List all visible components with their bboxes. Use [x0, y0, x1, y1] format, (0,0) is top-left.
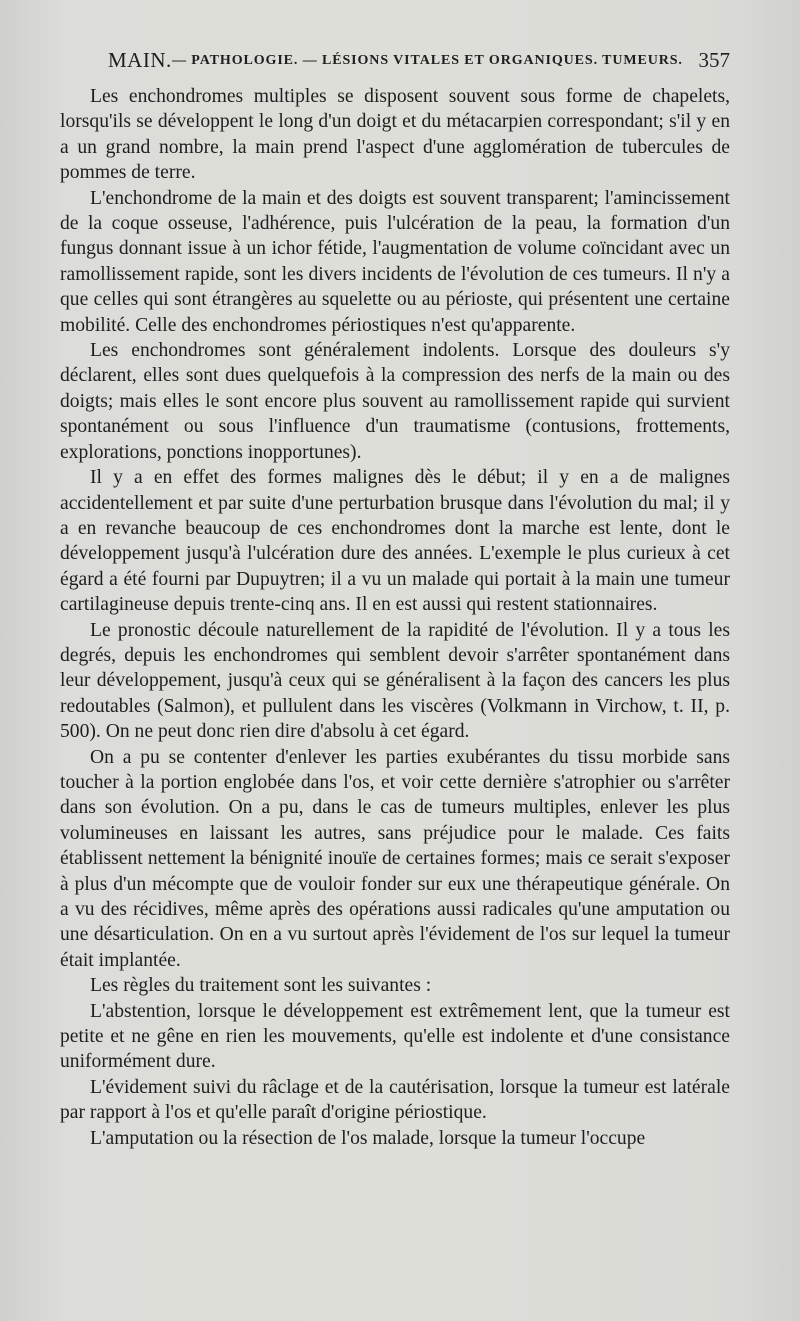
running-header	[108, 48, 730, 76]
header-title: — PATHOLOGIE. — LÉSIONS VITALES ET ORGANIQUES. TUMEURS.	[172, 53, 683, 68]
paragraph: L'abstention, lorsque le développement est extrêmement lent, que la tumeur est petite et ne gêne en rien les mouvements, qu'elle est indolente et d'une consistance uniformément dure.	[60, 1000, 730, 1073]
paragraph: L'amputation ou la résection de l'os malade, lorsque la tumeur l'occupe	[90, 1127, 646, 1149]
body-text	[60, 84, 730, 1151]
paragraph: Les règles du traitement sont les suivantes :	[90, 975, 432, 997]
paragraph: L'évidement suivi du râclage et de la cautérisation, lorsque la tumeur est latérale par rapport à l'os et qu'elle paraît d'origine périostique.	[60, 1076, 730, 1124]
paragraph: Les enchondromes sont généralement indolents. Lorsque des douleurs s'y déclarent, elles sont dues quelquefois à la compression des nerfs de la main ou des doigts; mais elles le sont encore plus souvent au ramollissement rapide qui survient spontanément ou sous l'influence d'un traumatisme (contusions, frottements, explorations, ponctions inopportunes).	[60, 340, 730, 463]
header-section: MAIN.	[108, 48, 172, 72]
paragraph: L'enchondrome de la main et des doigts est souvent transparent; l'amincissement de la coque osseuse, l'adhérence, puis l'ulcération de la peau, la formation d'un fungus donnant issue à un ichor fétide, l'augmentation de volume coïncidant avec un ramollissement rapide, sont les divers incidents de l'évolution de ces tumeurs. Il n'y a que celles qui sont étrangères au squelette ou au périoste, qui présentent une certaine mobilité. Celle des enchondromes périostiques n'est qu'apparente.	[60, 187, 730, 336]
paragraph: Le pronostic découle naturellement de la rapidité de l'évolution. Il y a tous les degrés, depuis les enchondromes qui semblent devoir s'arrêter spontanément dans leur développement, jusqu'à ceux qui se généralisent à la façon des cancers les plus redoutables (Salmon), et pullulent dans les viscères (Volkmann in Virchow, t. II, p. 500). On ne peut donc rien dire d'absolu à cet égard.	[60, 619, 730, 743]
paragraph: Il y a en effet des formes malignes dès le début; il y en a de malignes accidentellement et par suite d'une perturbation brusque dans l'évolution du mal; il y a en revanche beaucoup de ces enchondromes dont la marche est lente, dont le développement jusqu'à l'ulcération dure des années. L'exemple le plus curieux à cet égard a été fourni par Dupuytren; il a vu un malade qui portait à la main une tumeur cartilagineuse depuis trente-cinq ans. Il en est aussi qui restent stationnaires.	[60, 467, 730, 616]
page-number: 357	[698, 48, 730, 72]
paragraph: Les enchondromes multiples se disposent souvent sous forme de chapelets, lorsqu'ils se développent le long d'un doigt et du métacarpien correspondant; s'il y en a un grand nombre, la main prend l'aspect d'une agglomération de tubercules de pommes de terre.	[60, 86, 730, 184]
paragraph: On a pu se contenter d'enlever les parties exubérantes du tissu morbide sans toucher à la portion englobée dans l'os, et voir cette dernière s'atrophier ou s'arrêter dans son évolution. On a pu, dans le cas de tumeurs multiples, enlever les plus volumineuses en laissant les autres, sans préjudice pour le malade. Ces faits établissent nettement la bénignité inouïe de certaines formes; mais ce serait s'exposer à plus d'un mécompte que de vouloir fonder sur eux une thérapeutique générale. On a vu des récidives, même après des opérations aussi radicales qu'une amputation ou une désarticulation. On en a vu surtout après l'évidement de l'os sur lequel la tumeur était implantée.	[60, 746, 730, 971]
